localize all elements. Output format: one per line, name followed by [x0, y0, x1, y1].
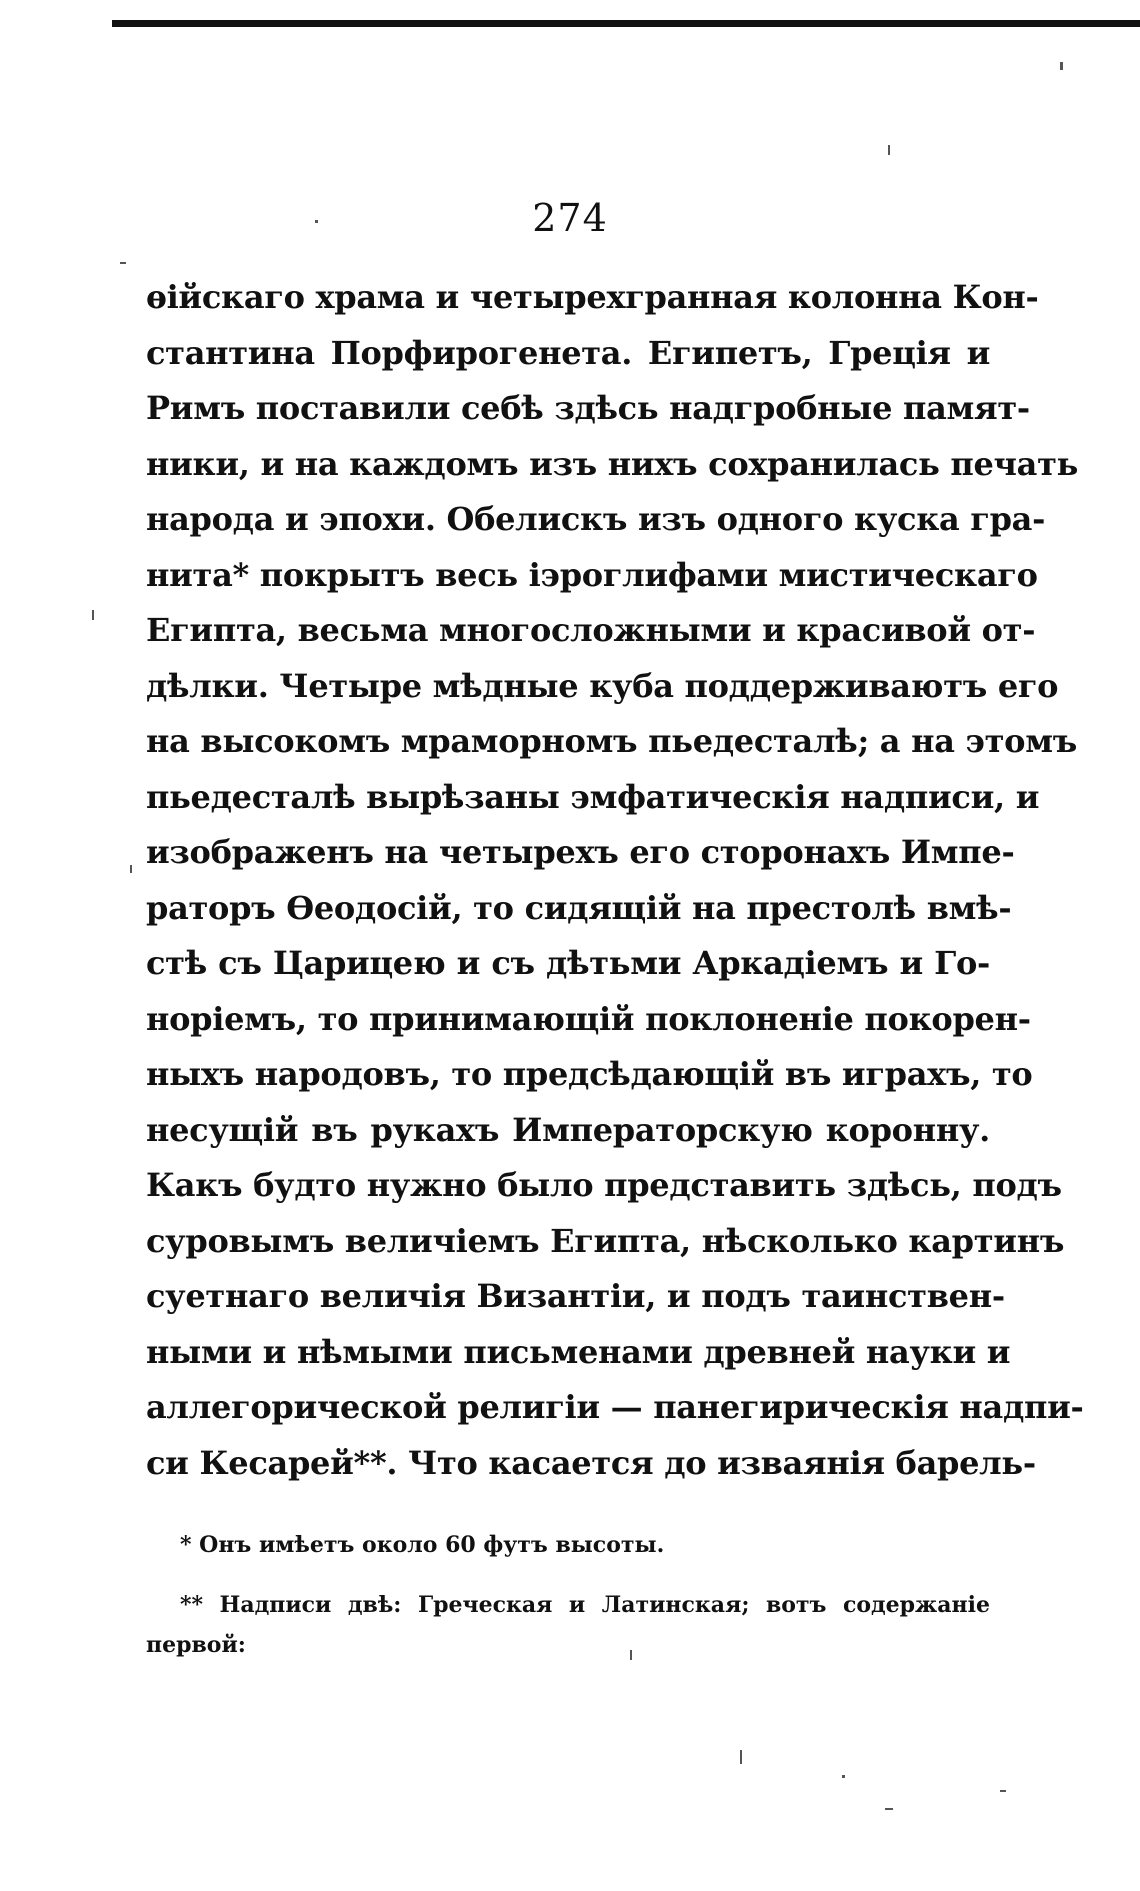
scan-speck — [885, 1808, 893, 1810]
text-line: несущій въ рукахъ Императорскую коронну. — [146, 1110, 990, 1149]
scan-speck — [1060, 62, 1063, 70]
text-line: Римъ поставили себѣ здѣсь надгробные памят- — [146, 389, 1030, 427]
text-line: народа и эпохи. Обелискъ изъ одного куска гра- — [146, 500, 1046, 538]
footnote-second-continuation: первой: — [146, 1632, 246, 1658]
scan-speck — [130, 865, 132, 873]
page-number: 274 — [532, 196, 608, 240]
footnotes — [146, 1525, 990, 1665]
text-line: аллегорической религіи — панегирическія надпи- — [146, 1388, 1084, 1426]
scan-speck — [120, 262, 126, 264]
scan-speck — [842, 1775, 845, 1778]
text-line: стѣ съ Царицею и съ дѣтьми Аркадіемъ и Го- — [146, 944, 990, 982]
scan-speck — [888, 145, 890, 155]
text-line: пьедесталѣ вырѣзаны эмфатическія надписи, и — [146, 777, 1040, 816]
text-line: си Кесарей**. Что касается до изваянія барель- — [146, 1443, 1036, 1482]
text-line: изображенъ на четырехъ его сторонахъ Импе- — [146, 833, 1015, 871]
text-line: ѳійскаго храма и четырехгранная колонна Кон- — [146, 278, 1039, 316]
text-line: норіемъ, то принимающій поклоненіе покорен- — [146, 999, 1031, 1038]
text-line: раторъ Ѳеодосій, то сидящій на престолѣ вмѣ- — [146, 888, 1012, 927]
text-line: ныхъ народовъ, то предсѣдающій въ играхъ, то — [146, 1055, 1033, 1093]
text-line: Египта, весьма многосложными и красивой от- — [146, 611, 1036, 649]
scan-speck — [1000, 1790, 1006, 1792]
footnote-second: ** Надписи двѣ: Греческая и Латинская; вотъ содержаніе — [180, 1592, 990, 1618]
text-line: на высокомъ мраморномъ пьедесталѣ; а на этомъ — [146, 722, 1077, 760]
text-line: Какъ будто нужно было представить здѣсь, подъ — [146, 1166, 1062, 1204]
text-line: нита* покрытъ весь іэроглифами мистическаго — [146, 555, 1038, 594]
scan-speck — [630, 1650, 632, 1660]
text-line: ники, и на каждомъ изъ нихъ сохранилась печать — [146, 444, 1079, 483]
top-rule — [112, 20, 1140, 27]
footnote-first: * Онъ имѣетъ около 60 футъ высоты. — [180, 1532, 665, 1558]
text-line: суровымъ величіемъ Египта, нѣсколько картинъ — [146, 1221, 1065, 1260]
text-line: ными и нѣмыми письменами древней науки и — [146, 1332, 1011, 1371]
scan-speck — [740, 1750, 742, 1764]
scan-speck — [92, 610, 94, 620]
body-text — [146, 270, 1084, 1491]
text-line: стантина Порфирогенета. Египетъ, Греція и — [146, 333, 990, 372]
text-line: суетнаго величія Византіи, и подъ таинствен- — [146, 1277, 1005, 1315]
text-line: дѣлки. Четыре мѣдные куба поддерживаютъ его — [146, 666, 1059, 705]
scan-speck — [315, 220, 318, 223]
